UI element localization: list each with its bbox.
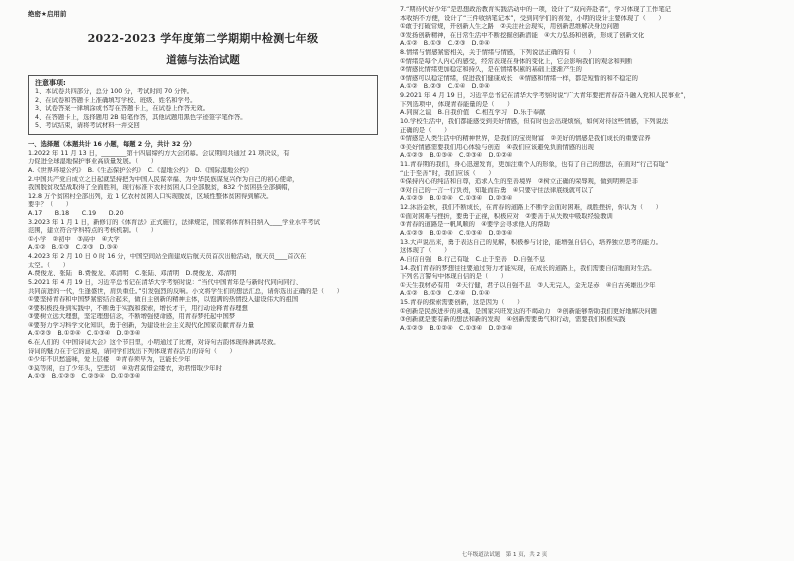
question-line: ②情感比情绪更加稳定和持久，是在情绪积累的基础上逐渐产生的 bbox=[400, 66, 582, 73]
question-line: ②要积极投身到实践中，不断勇于实践和探索，增长才干，用行动诠释青春理想 bbox=[28, 304, 248, 312]
question-line: 2.中国共产党自成立之日起就坚持把为中国人民谋幸福、为中华民族谋复兴作为自己的初心使命， bbox=[28, 175, 299, 183]
option-line: A.①②③ B.①②④ C.①③④ D.②③④ bbox=[400, 195, 513, 202]
question-line: ③情感可以稳定情绪，促进我们健康成长 ④情感和情绪一样，都是短暂的和不稳定的 bbox=[400, 74, 638, 82]
notice-box bbox=[28, 75, 378, 135]
question-line: 本收纳不方便，设计了“三件收纳笔记本”，受到同学们的喜爱，小明的设计主要体现了（ ） bbox=[400, 14, 665, 22]
question-line: 3.2023 年 1 月 1 日，新修订的《体育法》正式施行，法律规定，国家将体育科目纳入____学业水平考试 bbox=[28, 218, 320, 226]
question-line: ①面对困难与挫折，要勇于正视，积极应对 ②要善于从失败中吸取经验教训 bbox=[400, 212, 613, 220]
option-line: A.①② B.①③ C.②③ D.②④ bbox=[400, 40, 490, 47]
page-number: 七年级道法试题 第 1 页，共 2 页 bbox=[461, 552, 548, 558]
question-line: 1.2022 年 11 月 13 日，________第十四届缔约方大会闭幕。会议期间共通过 21 项决议，有 bbox=[28, 149, 290, 157]
option-line: A.《世界环境公约》 B.《生态保护公约》 C.《湿地公约》 D.《国际湿地公约》 bbox=[28, 166, 253, 174]
question-line: 15.青春的探索需要创新，这是因为（ ） bbox=[400, 299, 524, 306]
option-line: A.①②③ B.①②④ C.①③④ D.②③④ bbox=[28, 330, 141, 337]
notice-title: 注意事项: bbox=[35, 78, 66, 87]
question-line: 太空。（ ） bbox=[28, 261, 69, 269]
question-line: 要乎？（ ） bbox=[28, 201, 73, 208]
question-line: ③要树立远大理想，坚定理想信念，不断增强使命感，用青春梦托起中国梦 bbox=[28, 313, 236, 320]
question-line: 13.大声说出来，勇于表达自己的见解，积极参与讨论，能增强自信心，培养独立思考的能力。 bbox=[400, 238, 662, 246]
question-line: 这体现了（ ） bbox=[400, 247, 451, 254]
question-line: ①情感是人类生活中的精神世界，是我们的宝贵财富 ②美好的情感是我们成长的重要营养 bbox=[400, 135, 651, 142]
question-line: 5.2021 年 4 月 19 日，习近平总书记在清华大学考察时说：“当代中国青年是与新时代同向同行、 bbox=[28, 279, 303, 286]
question-line: 正确的是（ ） bbox=[400, 126, 451, 134]
option-line: A.①② B.①③ C.②③ D.③④ bbox=[28, 244, 118, 251]
question-line: 范围，建立符合学科特点的考核机制。（ ） bbox=[28, 227, 158, 234]
question-line: 下列选项中，体现青春能量的是（ ） bbox=[400, 100, 514, 108]
notice-item: 2、在试卷和答题卡上准确填写学校、班级、姓名和学号。 bbox=[35, 96, 197, 104]
question-line: 下列名言警句中体现自信的是（ ） bbox=[400, 273, 508, 280]
option-line: A.①②③ B.①②④ C.①③④ D.②③④ bbox=[400, 324, 513, 332]
question-line: 我国脱贫攻坚战取得了全面胜利，现行标准下农村贫困人口全部脱贫，832 个贫困县全部摘帽， bbox=[28, 184, 294, 191]
page-footer bbox=[0, 550, 794, 558]
question-line: “止于至善”时，我们应该（ ） bbox=[400, 169, 495, 177]
option-line: A.①② B.①③ C.②④ D.①④ bbox=[400, 290, 490, 297]
question-line: 12.沐浴金秋，我们不断成长，在青春的道路上不断学会面对困难，战胜挫折，你认为（ ） bbox=[400, 204, 662, 211]
left-questions bbox=[28, 150, 378, 382]
question-line: ③创新就是要有新的想法和新的发现 ④创新需要勇气和行动，需要我们积极实践 bbox=[400, 316, 626, 323]
option-line: A.17 B.18 C.19 D.20 bbox=[28, 209, 124, 217]
question-line: 11.青春期的我们，身心迅速发育，更加注重个人的形象，也有了自己的想法，在面对“行己有耻” bbox=[400, 161, 669, 168]
option-line: A.同窗之谊 B.自我价值 C.相互学习 D.乐于奉献 bbox=[400, 109, 546, 116]
question-line: ③美好情感需要我们用心体验与创造 ④我们应该避免负面情感的出现 bbox=[400, 143, 594, 151]
question-line: 力促进全球湿地保护事业高质量发展。（ ） bbox=[28, 158, 158, 165]
notice-item: 3、试卷答案一律填涂或书写在答题卡上，在试卷上作答无效。 bbox=[35, 105, 210, 112]
question-line: 4.2023 年 2 月 10 日 0 时 16 分，中国空间站全面建成后航天员首次出舱活动，航天员____首次在 bbox=[28, 253, 307, 260]
question-line: 10.学校生活中，我们都能感受到美好情感，但有时也会出现烦恼，如何对待这些情感，下列说法 bbox=[400, 118, 669, 125]
notice-item: 4、在答题卡上，选择题用 2B 铅笔作答，其他试题用黑色字迹签字笔作答。 bbox=[35, 113, 247, 121]
question-line: ③发扬创新精神，在日常生活中不断挖掘创新潜能 ④大力弘扬和创新，形成了创新文化 bbox=[400, 31, 645, 39]
option-line: ①小学 ②初中 ③高中 ④大学 bbox=[28, 235, 120, 243]
option-line: A.①③ B.①②③ C.②③④ D.①②③④ bbox=[28, 373, 141, 380]
secret-label: 绝密★启用前 bbox=[28, 10, 67, 18]
question-line: ①敢于打破常规，开创新人生之路 ②关注社会现实，用创新思维解决身边问题 bbox=[400, 23, 620, 30]
option-line: A.自信自强 B.行己有耻 C.止于至善 D.自强不息 bbox=[400, 255, 546, 263]
option-line: A.①②③ B.①②④ C.①③④ D.②③④ bbox=[400, 229, 513, 237]
question-line: ④要努力学习科学文化知识，勇于创新，为建设社会主义现代化国家贡献青春力量 bbox=[28, 321, 255, 329]
question-line: 6.在人们的《中国诗词大会》这个节目里，小明通过了比赛，对诗句古韵体现得淋漓尽致。 bbox=[28, 339, 280, 346]
option-line: A.①②③ B.①③④ C.②③④ D.①②④ bbox=[400, 152, 513, 159]
subject-title: 道德与法治试题 bbox=[166, 54, 240, 66]
section-heading: 一、选择题（本题共计 16 小题，每题 2 分，共计 32 分） bbox=[28, 140, 196, 148]
question-line: ①情绪是每个人内心的感受，经常表现在身体的变化上，它会影响我们的观念和判断 bbox=[400, 57, 633, 65]
question-line: ③青春的道路是一帆风顺的 ④要学会寻求他人的帮助 bbox=[400, 221, 550, 228]
question-line: 14.我们青春的梦想往往要通过努力才能实现，在成长的道路上，我们需要自信地面对生活。 bbox=[400, 264, 656, 272]
option-line: A.费俊龙、张陆 B.费俊龙、邓清明 C.张陆、邓清明 D.费俊龙、邓清明 bbox=[28, 270, 237, 277]
left-column bbox=[28, 6, 378, 547]
question-line: 9.2021 年 4 月 19 日，习近平总书记在清华大学考察时说“广大青年要把青春奋斗融入党和人民事业”， bbox=[400, 92, 690, 99]
question-line: 8.情绪与情感紧密相关，关于情绪与情感，下列说法正确的有（ ） bbox=[400, 49, 595, 56]
question-line: ③莫等闲，白了少年头，空悲切 ④劝君莫惜金缕衣，劝君惜取少年时 bbox=[28, 364, 222, 372]
question-line: 7.“期待代好少年”是思想政治教育实践活动中的一项，设计了“双向奔赴者”，学习体现了工作笔记 bbox=[400, 6, 671, 13]
question-line: 诗词的魅力在于它的意境，请同学们找出下列体现青春活力的诗句（ ） bbox=[28, 347, 236, 355]
notice-item: 5、考试结束，请将考试材料一并交回 bbox=[35, 122, 140, 129]
question-line: 12.8 万个贫困村全部出列，近 1 亿农村贫困人口实现脱贫，区域性整体贫困得到解决。 bbox=[28, 192, 273, 200]
question-line: ③对自己的一言一行负责，知耻而后勇 ④只要守住法律底线就可以了 bbox=[400, 186, 594, 194]
question-line: ①保持内心的纯洁和自尊，追求人生的至善境界 ②树立正确的荣辱观，做到明辨是非 bbox=[400, 178, 638, 185]
question-line: 共同前进的一代，生逢盛世，肩负重任。”引发强烈的反响。小文将学生们的想法汇总，请你选出正确的是（ ） bbox=[28, 287, 343, 295]
question-line: ①少年不识愁滋味，爱上层楼 ②青春须早为，岂能长少年 bbox=[28, 356, 191, 363]
exam-title: 2022-2023 学年度第二学期期中检测七年级 bbox=[87, 31, 319, 45]
right-column bbox=[400, 6, 772, 547]
notice-item: 1、本试卷共四部分，总分 100 分，考试时间 70 分钟。 bbox=[35, 88, 193, 95]
question-line: ①天生我材必有用 ②天行健，君子以自强不息 ③人无完人，金无足赤 ④自古英雄出少年 bbox=[400, 281, 656, 289]
option-line: A.①② B.②③ C.①④ D.②④ bbox=[400, 83, 490, 90]
question-line: ①创新是民族进步的灵魂，是国家兴旺发达的不竭动力 ②创新能够帮助我们更好地解决问题 bbox=[400, 307, 657, 315]
question-line: ①要坚持青春和中国梦紧密结合起来，做自主创新的精神主体，以饱满的热情投入建设伟大的祖国 bbox=[28, 296, 299, 303]
